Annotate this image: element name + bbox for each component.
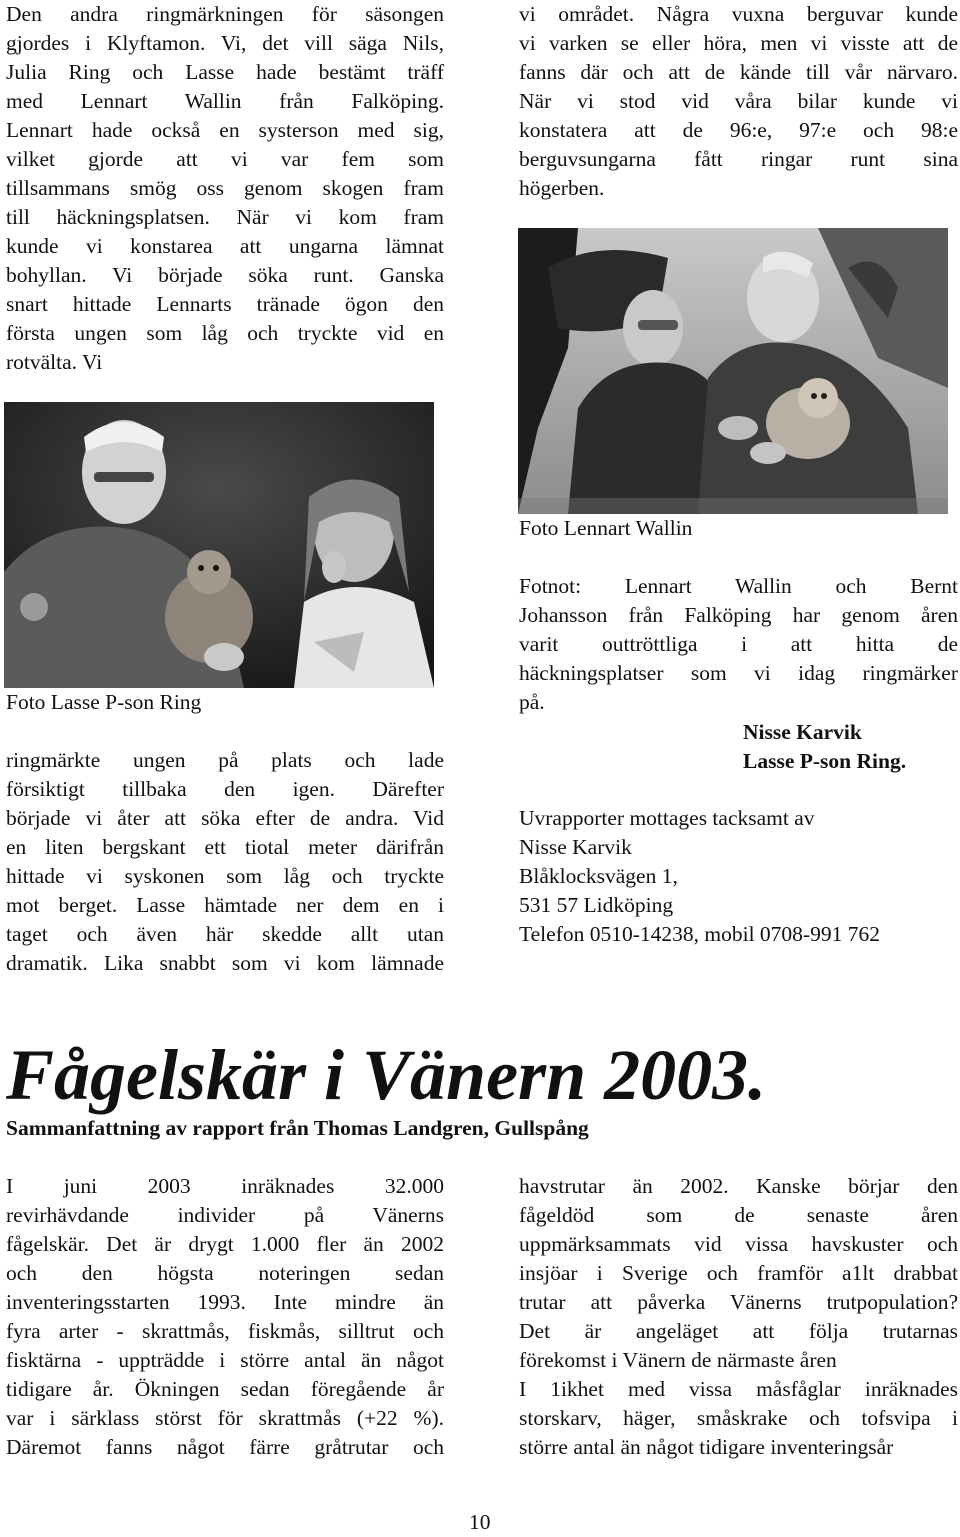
text-line: Telefon 0510-14238, mobil 0708-991 762	[519, 922, 880, 946]
right-column-top-text	[519, 0, 958, 203]
text-line: I juni 2003 inräknades 32.000	[6, 1174, 444, 1198]
photo-left-caption: Foto Lasse P-son Ring	[6, 690, 202, 714]
signature-name-1: Nisse Karvik	[743, 720, 862, 744]
text-line: revirhävdande individer på Vänerns	[6, 1203, 444, 1227]
left-column-top-text	[6, 0, 444, 377]
text-line: berguvsungarna fått ringar runt sina	[519, 147, 958, 171]
text-line: rotvälta. Vi	[6, 350, 103, 374]
article-right-column	[519, 1172, 958, 1462]
text-line: gjordes i Klyftamon. Vi, det vill säga Nils,	[6, 31, 444, 55]
photo-man-and-girl-with-owl	[4, 402, 434, 688]
text-line: började vi åter att söka efter de andra. Vid	[6, 806, 444, 830]
text-line: försiktigt tillbaka den igen. Därefter	[6, 777, 444, 801]
text-line: kunde vi konstarea att ungarna lämnat	[6, 234, 444, 258]
text-line: Blåklocksvägen 1,	[519, 864, 678, 888]
text-line: Den andra ringmärkningen för säsongen	[6, 2, 444, 26]
text-line: till häckningsplatsen. När vi kom fram	[6, 205, 444, 229]
text-line: ringmärkte ungen på plats och lade	[6, 748, 444, 772]
text-line: Julia Ring och Lasse hade bestämt träff	[6, 60, 444, 84]
text-line: När vi stod vid våra bilar kunde vi	[519, 89, 958, 113]
text-line: fisktärna - uppträdde i större antal än något	[6, 1348, 444, 1372]
text-line: bohyllan. Vi började söka runt. Ganska	[6, 263, 444, 287]
text-line: tillsammans smög oss genom skogen fram	[6, 176, 444, 200]
text-line: fågeldöd som de senaste åren	[519, 1203, 958, 1227]
text-line: högerben.	[519, 176, 605, 200]
text-line: en liten bergskant ett tiotal meter därifrån	[6, 835, 444, 859]
text-line: Nisse Karvik	[519, 835, 632, 859]
text-line: havstrutar än 2002. Kanske börjar den	[519, 1174, 958, 1198]
text-line: I 1ikhet med vissa måsfåglar inräknades	[519, 1377, 958, 1401]
text-line: trutar att påverka Vänerns trutpopulation?	[519, 1290, 958, 1314]
text-line: mot berget. Lasse hämtade ner dem en i	[6, 893, 444, 917]
text-line: större antal än något tidigare inventeringsår	[519, 1435, 894, 1459]
text-line: vi området. Några vuxna berguvar kunde	[519, 2, 958, 26]
text-line: taget och även här skedde allt utan	[6, 922, 444, 946]
photo-right-caption: Foto Lennart Wallin	[519, 516, 693, 540]
signature-name-2: Lasse P-son Ring.	[743, 749, 907, 773]
text-line: fågelskär. Det är drygt 1.000 fler än 2002	[6, 1232, 444, 1256]
text-line: storskarv, häger, småskrake och tofsvipa i	[519, 1406, 958, 1430]
text-line: konstatera att de 96:e, 97:e och 98:e	[519, 118, 958, 142]
text-line: Lennart hade också en systerson med sig,	[6, 118, 444, 142]
text-line: med Lennart Wallin från Falköping.	[6, 89, 444, 113]
left-column-mid-text	[6, 746, 444, 978]
text-line: uppmärksammats vid vissa havskuster och	[519, 1232, 958, 1256]
article-title: Fågelskär i Vänern 2003.	[6, 1035, 767, 1115]
text-line: vilket gjorde att vi var fem som	[6, 147, 444, 171]
text-line: 531 57 Lidköping	[519, 893, 674, 917]
text-line: Fotnot: Lennart Wallin och Bernt	[519, 574, 958, 598]
text-line: inventeringsstarten 1993. Inte mindre än	[6, 1290, 444, 1314]
text-line: på.	[519, 690, 545, 714]
contact-block	[519, 804, 960, 949]
text-line: snart hittade Lennarts tränade ögon den	[6, 292, 444, 316]
text-line: tidigare år. Ökningen sedan föregående år	[6, 1377, 444, 1401]
text-line: fyra arter - skrattmås, fiskmås, silltrut och	[6, 1319, 444, 1343]
page-number: 10	[469, 1510, 491, 1534]
text-line: Uvrapporter mottages tacksamt av	[519, 806, 815, 830]
text-line: dramatik. Lika snabbt som vi kom lämnade	[6, 951, 444, 975]
text-line: första ungen som låg och tryckte vid en	[6, 321, 444, 345]
text-line: förekomst i Vänern de närmaste åren	[519, 1348, 837, 1372]
article-left-column	[6, 1172, 444, 1462]
photo-men-ringing-owl	[518, 228, 948, 514]
article-subtitle: Sammanfattning av rapport från Thomas Landgren, Gullspång	[6, 1116, 589, 1140]
text-line: Johansson från Falköping har genom åren	[519, 603, 958, 627]
text-line: fanns där och att de kände till vår närvaro.	[519, 60, 958, 84]
text-line: var i särklass störst för skrattmås (+22 %).	[6, 1406, 444, 1430]
text-line: hittade vi syskonen som låg och tryckte	[6, 864, 444, 888]
text-line: Däremot fanns något färre gråtrutar och	[6, 1435, 444, 1459]
text-line: Det är angeläget att följa trutarnas	[519, 1319, 958, 1343]
footnote	[519, 572, 958, 717]
text-line: häckningsplatser som vi idag ringmärker	[519, 661, 958, 685]
text-line: varit outtröttliga i att hitta de	[519, 632, 958, 656]
text-line: insjöar i Sverige och framför a1lt drabbat	[519, 1261, 958, 1285]
text-line: vi varken se eller höra, men vi visste att de	[519, 31, 958, 55]
text-line: och den högsta noteringen sedan	[6, 1261, 444, 1285]
